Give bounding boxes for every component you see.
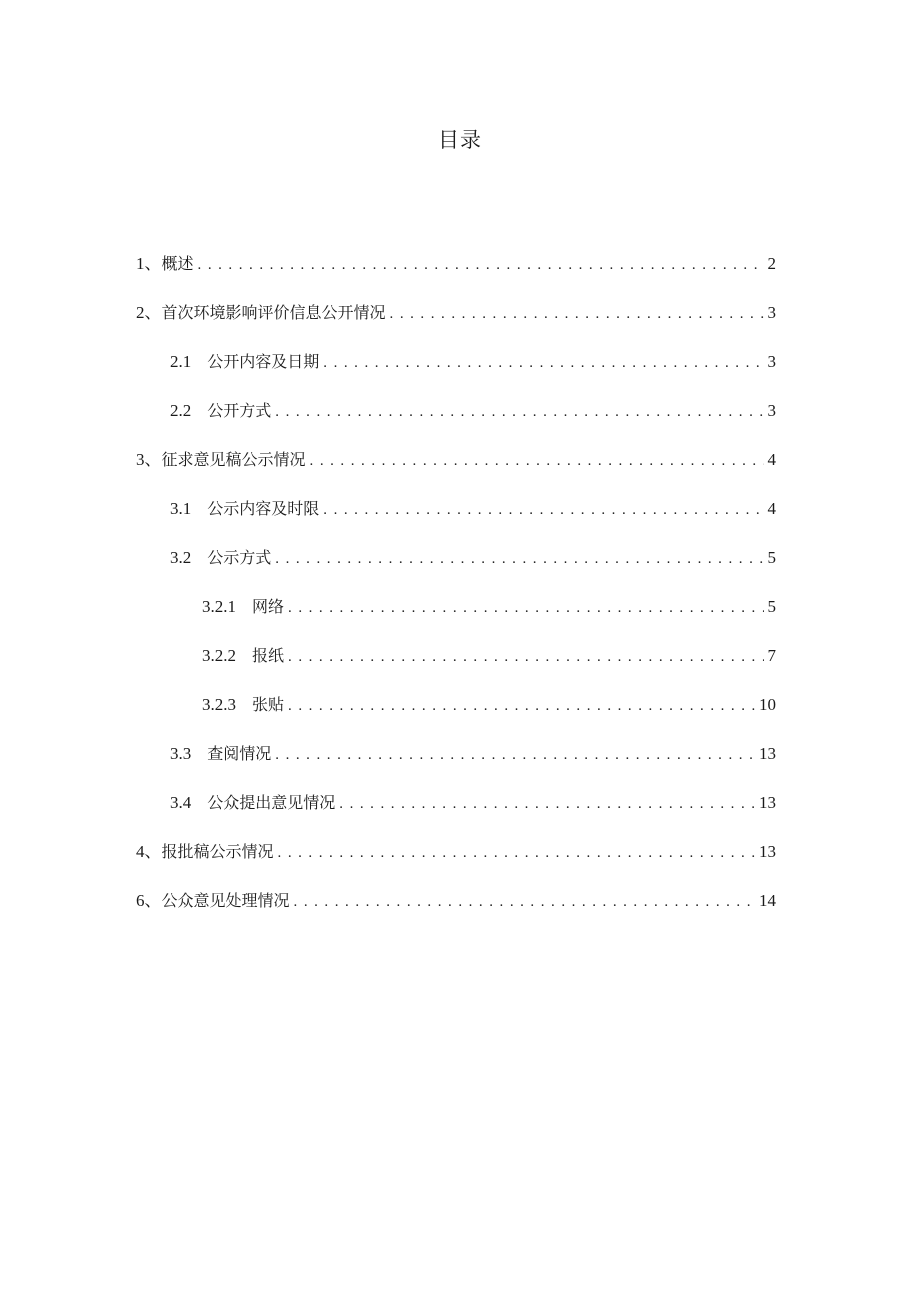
toc-entry-2[interactable] <box>136 299 776 327</box>
toc-page-number: 13 <box>759 842 776 861</box>
toc-entry-title: 公众意见处理情况 <box>161 891 290 910</box>
toc-entry-title: 张贴 <box>252 695 285 714</box>
toc-leader-dots <box>288 643 763 671</box>
toc-entry-6[interactable] <box>136 887 776 915</box>
toc-entry-title: 公开内容及日期 <box>207 352 320 371</box>
toc-entry-3-2-3[interactable] <box>202 691 776 719</box>
toc-entry-3-2-1[interactable] <box>202 593 776 621</box>
toc-entry-title: 公众提出意见情况 <box>207 793 336 812</box>
toc-entry-number: 3.2.1 <box>202 597 236 616</box>
toc-leader-dots <box>323 496 763 524</box>
toc-entry-number: 3、 <box>136 450 162 469</box>
toc-entry-title: 公示内容及时限 <box>207 499 320 518</box>
page-title: 目录 <box>438 128 482 152</box>
toc-page-number: 13 <box>759 744 776 763</box>
toc-entry-3-3[interactable] <box>170 740 776 768</box>
toc-entry-1[interactable] <box>136 250 776 278</box>
toc-entry-number: 4、 <box>136 842 162 861</box>
toc-entry-title: 首次环境影响评价信息公开情况 <box>161 303 386 322</box>
toc-page-number: 4 <box>767 450 776 469</box>
toc-entry-number: 3.4 <box>170 793 192 812</box>
toc-leader-dots <box>310 447 764 475</box>
toc-leader-dots <box>294 888 755 916</box>
toc-entry-3-2-2[interactable] <box>202 642 776 670</box>
toc-leader-dots <box>275 741 755 769</box>
toc-leader-dots <box>275 398 763 426</box>
toc-page-number: 4 <box>767 499 776 518</box>
toc-entry-4[interactable] <box>136 838 776 866</box>
toc-page-number: 3 <box>767 303 776 322</box>
toc-entry-title: 查阅情况 <box>207 744 272 763</box>
toc-entry-number: 3.2 <box>170 548 192 567</box>
toc-entry-number: 3.2.2 <box>202 646 236 665</box>
toc-entry-3-2[interactable] <box>170 544 776 572</box>
toc-leader-dots <box>275 545 763 573</box>
toc-entry-number: 1、 <box>136 254 162 273</box>
toc-entry-title: 概述 <box>161 254 194 273</box>
toc-entry-number: 2.1 <box>170 352 192 371</box>
toc-leader-dots <box>288 594 763 622</box>
toc-entry-number: 2、 <box>136 303 162 322</box>
toc-entry-3-4[interactable] <box>170 789 776 817</box>
toc-page-number: 2 <box>767 254 776 273</box>
toc-leader-dots <box>198 251 764 279</box>
toc-page-number: 3 <box>767 401 776 420</box>
toc-entry-2-2[interactable] <box>170 397 776 425</box>
toc-leader-dots <box>288 692 755 720</box>
toc-entry-title: 征求意见稿公示情况 <box>161 450 306 469</box>
toc-entry-2-1[interactable] <box>170 348 776 376</box>
toc-entry-number: 3.2.3 <box>202 695 236 714</box>
toc-entry-title: 公开方式 <box>207 401 272 420</box>
toc-page-number: 13 <box>759 793 776 812</box>
toc-entry-title: 报批稿公示情况 <box>161 842 274 861</box>
toc-page-number: 14 <box>759 891 776 910</box>
toc-entry-3[interactable] <box>136 446 776 474</box>
toc-page-number: 10 <box>759 695 776 714</box>
toc-entry-3-1[interactable] <box>170 495 776 523</box>
toc-page-number: 7 <box>767 646 776 665</box>
toc-page-number: 5 <box>767 597 776 616</box>
toc-leader-dots <box>278 839 755 867</box>
toc-entry-title: 公示方式 <box>207 548 272 567</box>
toc-entry-number: 3.3 <box>170 744 192 763</box>
toc-entry-number: 2.2 <box>170 401 192 420</box>
toc-leader-dots <box>339 790 755 818</box>
toc-leader-dots <box>323 349 763 377</box>
toc-entry-title: 报纸 <box>252 646 285 665</box>
toc-entry-number: 3.1 <box>170 499 192 518</box>
toc-page-number: 5 <box>767 548 776 567</box>
toc-leader-dots <box>390 300 764 328</box>
toc-entry-number: 6、 <box>136 891 162 910</box>
toc-page-number: 3 <box>767 352 776 371</box>
toc-entry-title: 网络 <box>252 597 285 616</box>
